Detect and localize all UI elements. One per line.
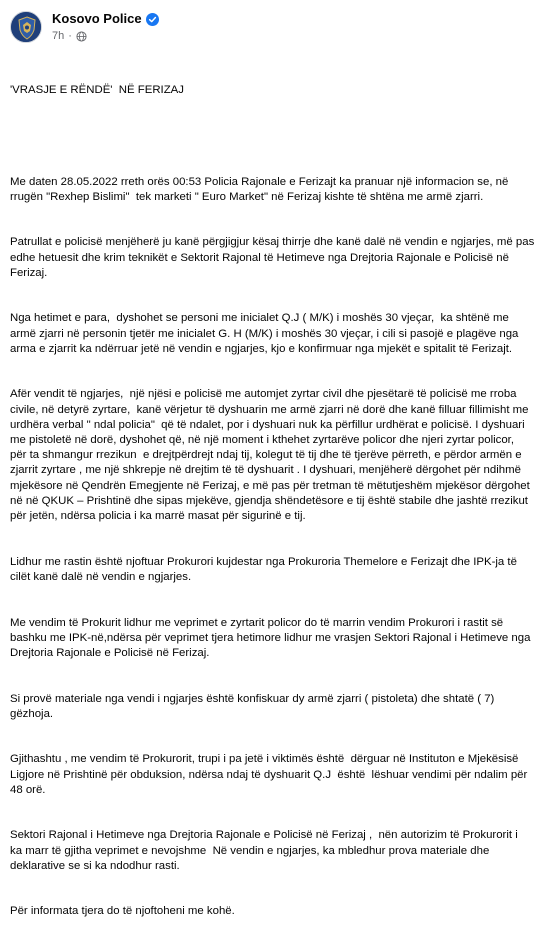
- post-paragraph: Me vendim të Prokurit lidhur me veprimet e zyrtarit policor do të marrin vendim Prokurori i rastit së bashku me IPK-në,ndërsa për veprimet tjera hetimore lidhur me vrasjen Sektori Rajonal i Hetimeve nga Drejtoria Rajonale e Policisë në Ferizaj.: [10, 616, 534, 659]
- author-row: [52, 11, 159, 27]
- post-paragraph: Sektori Rajonal i Hetimeve nga Drejtoria Rajonale e Policisë në Ferizaj , nën autorizim të Prokurorit i ka marr të gjitha veprimet e nevojshme Në vendin e ngjarjes, ka mbledhur prova materiale dhe deklarative se si ka ndodhur rasti.: [10, 829, 525, 872]
- post-paragraph: Gjithashtu , me vendim të Prokurorit, trupi i pa jetë i viktimës është dërguar në Instituton e Mjekësisë Ligjore në Prishtinë për obduksion, ndërsa ndaj të dyshuarit Q.J është lëshuar vendimi për ndalim për 48 orë.: [10, 753, 531, 796]
- post-meta: [52, 11, 159, 43]
- blank-line: [10, 129, 535, 144]
- meta-separator: ·: [68, 30, 72, 42]
- verified-badge-icon: [146, 13, 159, 26]
- globe-icon: [76, 31, 87, 42]
- post-paragraph: Si provë materiale nga vendi i ngjarjes është konfiskuar dy armë zjarri ( pistoleta) dhe shtatë ( 7) gëzhoja.: [10, 692, 498, 720]
- kosovo-police-emblem-icon[interactable]: [10, 11, 42, 43]
- post-time[interactable]: 7h: [52, 30, 65, 42]
- author-name[interactable]: Kosovo Police: [52, 11, 142, 26]
- timestamp-row: [52, 29, 159, 43]
- post-paragraph: Nga hetimet e para, dyshohet se personi me inicialet Q.J ( M/K) i moshës 30 vjeçar, ka shtënë me armë zjarri në personin tjetër me inicialet G. H (M/K) i moshës 30 vjeçar, i cili si pasojë e plagëve nga arma e zjarrit ka ndërruar jetë në vendin e ngjarjes, kjo e konfirmuar nga mjekët e spitalit të Ferizajt.: [10, 312, 522, 355]
- post-paragraph: Për informata tjera do të njoftoheni me kohë.: [10, 905, 235, 918]
- post-paragraph: Lidhur me rastin është njoftuar Prokurori kujdestar nga Prokuroria Themelore e Ferizajt dhe IPK-ja të cilët kanë dalë në vendin e ngjarjes.: [10, 555, 521, 583]
- post-paragraph: Me daten 28.05.2022 rreth orës 00:53 Policia Rajonale e Ferizajt ka pranuar një informacion se, në rrugën "Rexhep Bislimi" tek marketi " Euro Market" në Ferizaj kishte të shtëna me armë zjarri.: [10, 175, 512, 203]
- post-header: [10, 10, 159, 44]
- post-body: [10, 53, 538, 950]
- post-paragraph: Patrullat e policisë menjëherë ju kanë përgjigjur kësaj thirrje dhe kanë dalë në vendin e ngjarjes, më pas edhe hetuesit dhe krim teknikët e Sektorit Rajonal të Hetimeve nga Drejtoria Rajonale e Policisë në Ferizaj.: [10, 236, 538, 279]
- post-title: 'VRASJE E RËNDË' NË FERIZAJ: [10, 84, 184, 97]
- post-paragraph: Afër vendit të ngjarjes, një njësi e policisë me automjet zyrtar civil dhe pjesëtarë të policisë me rroba civile, në detyrë zyrtare, kanë vërjetur të dyshuarin me armë zjarri në dorë dhe kanë filluar fillimisht me urdhëra verbal " ndal policia" që të ndalet, por i dyshuari nuk ka përfillur urdhërat e policisë. I dyshuari me pistoletë në dorë, dyshohet që, në një moment i kthehet zyrtarëve policor dhe njeri zyrtar policor, për ta shmangur rrezikun e drejtpërdrejt ndaj tij, kolegut të tij dhe të tjerëve përreth, e përdor armën e zjarrit zyrtare , me një shkrepje në drejtim të të dyshuarit . I dyshuari, menjëherë dërgohet për ndihmë mjekësore në Qendrën Emegjente në Ferizaj, e më pas për tretman të mëtutjeshëm mjekësor dërgohet në në QKUK – Prishtinë dhe sipas mjekëve, gjendja shëndetësore e tij është stabile dhe jashtë rrezikut për jetën, ndërsa policia i ka marrë masat për sigurinë e tij.: [10, 388, 533, 523]
